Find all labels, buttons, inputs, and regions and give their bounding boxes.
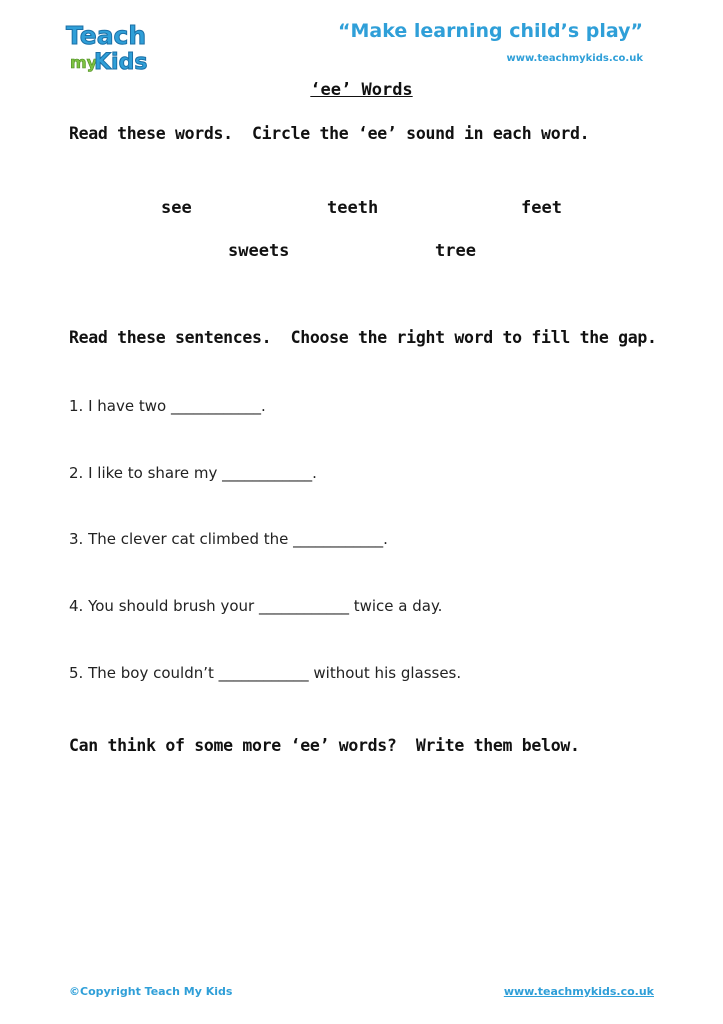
header-website: www.teachmykids.co.uk [506,53,643,64]
svg-text:Teach: Teach [66,21,147,50]
svg-text:Kids: Kids [94,50,148,74]
sentence-4: 4. You should brush your ____________ twice a day. [69,597,443,615]
footer-website-link[interactable]: www.teachmykids.co.uk [503,985,654,998]
word-feet: feet [521,198,562,218]
word-tree: tree [435,241,476,261]
sentence-5: 5. The boy couldn’t ____________ without his glasses. [69,664,462,682]
instruction-fill-gap: Read these sentences. Choose the right word to fill the gap. [69,328,657,347]
teach-my-kids-logo [62,18,166,74]
tagline: “Make learning child’s play” [338,20,643,42]
word-sweets: sweets [228,241,290,261]
svg-text:my: my [70,53,98,72]
sentence-1: 1. I have two ____________. [69,397,266,415]
page-title: ‘ee’ Words [310,80,413,100]
sentence-2: 2. I like to share my ____________. [69,464,317,482]
word-teeth: teeth [327,198,379,218]
word-see: see [161,198,192,218]
instruction-circle-words: Read these words. Circle the ‘ee’ sound in each word. [69,124,590,143]
sentence-3: 3. The clever cat climbed the ____________. [69,530,388,548]
instruction-more-words: Can think of some more ‘ee’ words? Write them below. [69,736,580,755]
footer-copyright: ©Copyright Teach My Kids [69,985,233,998]
